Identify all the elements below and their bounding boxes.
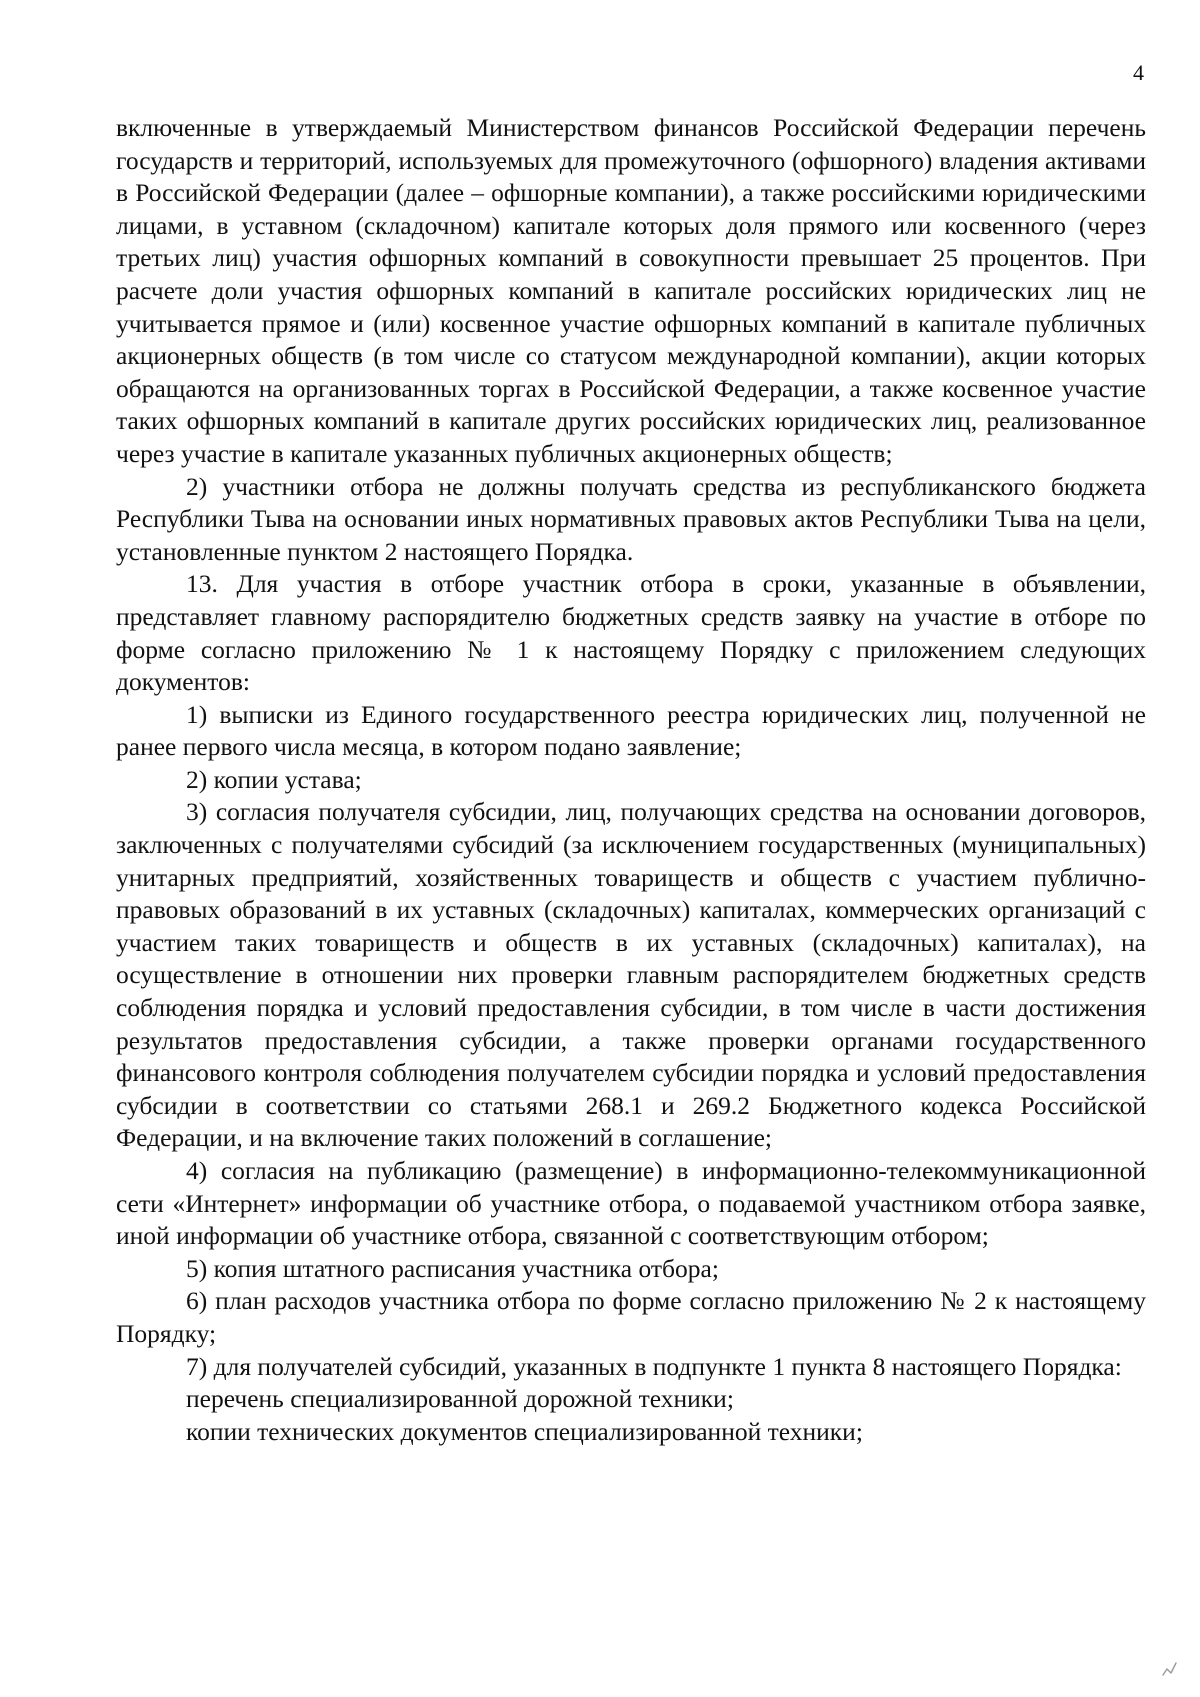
scan-mark-icon (1158, 1655, 1184, 1681)
paragraph-doc-1: 1) выписки из Единого государственного реестра юридических лиц, полученной не ранее первого числа месяца, в котором подано заявление; (116, 699, 1146, 762)
paragraph-doc-6: 6) план расходов участника отбора по форме согласно приложению № 2 к настоящему Порядку; (116, 1286, 1146, 1348)
paragraph-list-technical-docs: копии технических документов специализированной техники; (186, 1416, 863, 1446)
paragraph-doc-7: 7) для получателей субсидий, указанных в подпункте 1 пункта 8 настоящего Порядка: (186, 1351, 1122, 1381)
paragraph-doc-4: 4) согласия на публикацию (размещение) в информационно-телекоммуникационной сети «Интернет» информации об участнике отбора, о подаваемой участником отбора заявке, иной информации об участнике отбора, связанной с соответствующим отбором; (116, 1156, 1146, 1251)
document-body (116, 112, 1146, 1448)
page-number: 4 (1133, 60, 1144, 85)
paragraph-section-13: 13. Для участия в отборе участник отбора в сроки, указанные в объявлении, представляет главному распорядителю бюджетных средств заявку на участие в отборе по форме согласно приложению № 1 к настоящему Порядку с приложением следующих документов: (116, 569, 1146, 697)
paragraph-list-road-equipment: перечень специализированной дорожной техники; (186, 1384, 734, 1414)
paragraph-item-2: 2) участники отбора не должны получать средства из республиканского бюджета Республики Тыва на основании иных нормативных правовых актов Республики Тыва на цели, установленные пунктом 2 настоящего Порядка. (116, 471, 1146, 566)
paragraph-doc-3: 3) согласия получателя субсидии, лиц, получающих средства на основании договоров, заключенных с получателями субсидий (за исключением государственных (муниципальных) унитарных предприятий, хозяйственных товариществ и обществ с участием публично-правовых образований в их уставных (складочных) капиталах, коммерческих организаций с участием таких товариществ и обществ в их уставных (складочных) капиталах), на осуществление в отношении них проверки главным распорядителем бюджетных средств соблюдения порядка и условий предоставления субсидии, в том числе в части достижения результатов предоставления субсидии, а также проверки органами государственного финансового контроля соблюдения получателем субсидии порядка и условий предоставления субсидии в соответствии со статьями 268.1 и 269.2 Бюджетного кодекса Российской Федерации, и на включение таких положений в соглашение; (116, 797, 1146, 1153)
paragraph-doc-2: 2) копии устава; (186, 764, 362, 794)
paragraph-doc-5: 5) копия штатного расписания участника отбора; (186, 1253, 719, 1283)
paragraph-offshore-continuation: включенные в утверждаемый Министерством финансов Российской Федерации перечень государств и территорий, используемых для промежуточного (офшорного) владения активами в Российской Федерации (далее – офшорные компании), а также российскими юридическими лицами, в уставном (складочном) капитале которых доля прямого или косвенного (через третьих лиц) участия офшорных компаний в совокупности превышает 25 процентов. При расчете доли участия офшорных компаний в капитале российских юридических лиц не учитывается прямое и (или) косвенное участие офшорных компаний в капитале публичных акционерных обществ (в том числе со статусом международной компании), акции которых обращаются на организованных торгах в Российской Федерации, а также косвенное участие таких офшорных компаний в капитале других российских юридических лиц, реализованное через участие в капитале указанных публичных акционерных обществ; (116, 113, 1146, 468)
